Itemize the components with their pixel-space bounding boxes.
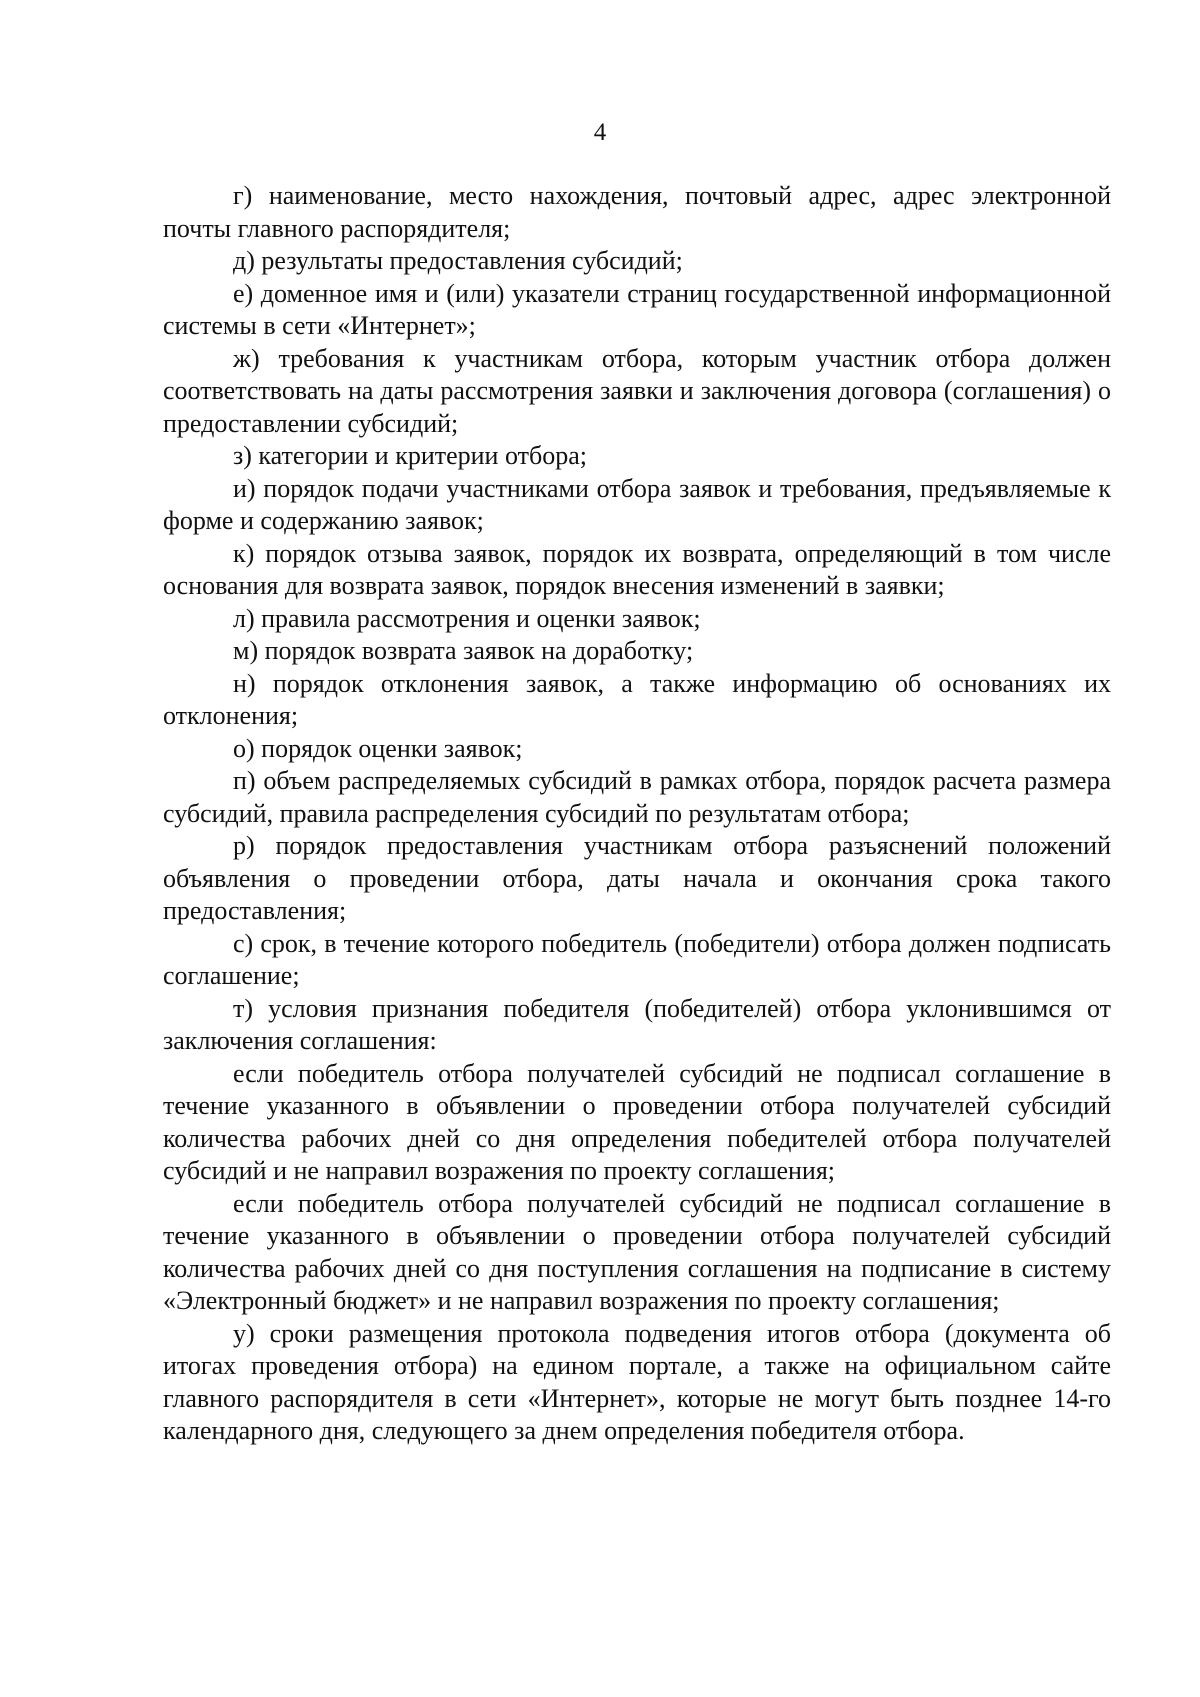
page-number: 4	[593, 119, 607, 146]
list-item-t: т) условия признания победителя (победителей) отбора уклонившимся от заключения соглашения:	[163, 993, 1111, 1055]
list-item-d: д) результаты предоставления субсидий;	[233, 246, 683, 275]
list-item-u: у) сроки размещения протокола подведения итогов отбора (документа об итогах проведения отбора) на едином портале, а также на официальном сайте главного распорядителя в сети «Интернет», которые не могут быть позднее 14-го календарного дня, следующего за днем определения победителя отбора.	[163, 1318, 1111, 1445]
list-item-e: е) доменное имя и (или) указатели страниц государственной информационной системы в сети «Интернет»;	[163, 278, 1111, 340]
list-item-p: п) объем распределяемых субсидий в рамках отбора, порядок расчета размера субсидий, правила распределения субсидий по результатам отбора;	[163, 766, 1111, 828]
sub-condition-1: если победитель отбора получателей субсидий не подписал соглашение в течение указанного в объявлении о проведении отбора получателей субсидий количества рабочих дней со дня определения победителей отбора получателей субсидий и не направил возражения по проекту соглашения;	[163, 1058, 1111, 1185]
list-item-zh: ж) требования к участникам отбора, которым участник отбора должен соответствовать на даты рассмотрения заявки и заключения договора (соглашения) о предоставлении субсидий;	[163, 343, 1111, 438]
list-item-m: м) порядок возврата заявок на доработку;	[233, 636, 694, 665]
list-item-s: с) срок, в течение которого победитель (победители) отбора должен подписать соглашение;	[163, 928, 1111, 990]
list-item-o: о) порядок оценки заявок;	[233, 733, 523, 763]
list-item-k: к) порядок отзыва заявок, порядок их возврата, определяющий в том числе основания для возврата заявок, порядок внесения изменений в заявки;	[163, 538, 1111, 600]
sub-condition-2: если победитель отбора получателей субсидий не подписал соглашение в течение указанного в объявлении о проведении отбора получателей субсидий количества рабочих дней со дня поступления соглашения на подписание в систему «Электронный бюджет» и не направил возражения по проекту соглашения;	[163, 1188, 1111, 1315]
list-item-n: н) порядок отклонения заявок, а также информацию об основаниях их отклонения;	[163, 668, 1111, 730]
list-item-l: л) правила рассмотрения и оценки заявок;	[233, 603, 701, 633]
list-item-r: р) порядок предоставления участникам отбора разъяснений положений объявления о проведении отбора, даты начала и окончания срока такого предоставления;	[163, 831, 1111, 925]
list-item-g: г) наименование, место нахождения, почтовый адрес, адрес электронной почты главного распорядителя;	[163, 181, 1111, 243]
document-body	[163, 180, 1111, 1448]
list-item-i: и) порядок подачи участниками отбора заявок и требования, предъявляемые к форме и содержанию заявок;	[163, 473, 1111, 535]
list-item-z: з) категории и критерии отбора;	[233, 441, 587, 470]
